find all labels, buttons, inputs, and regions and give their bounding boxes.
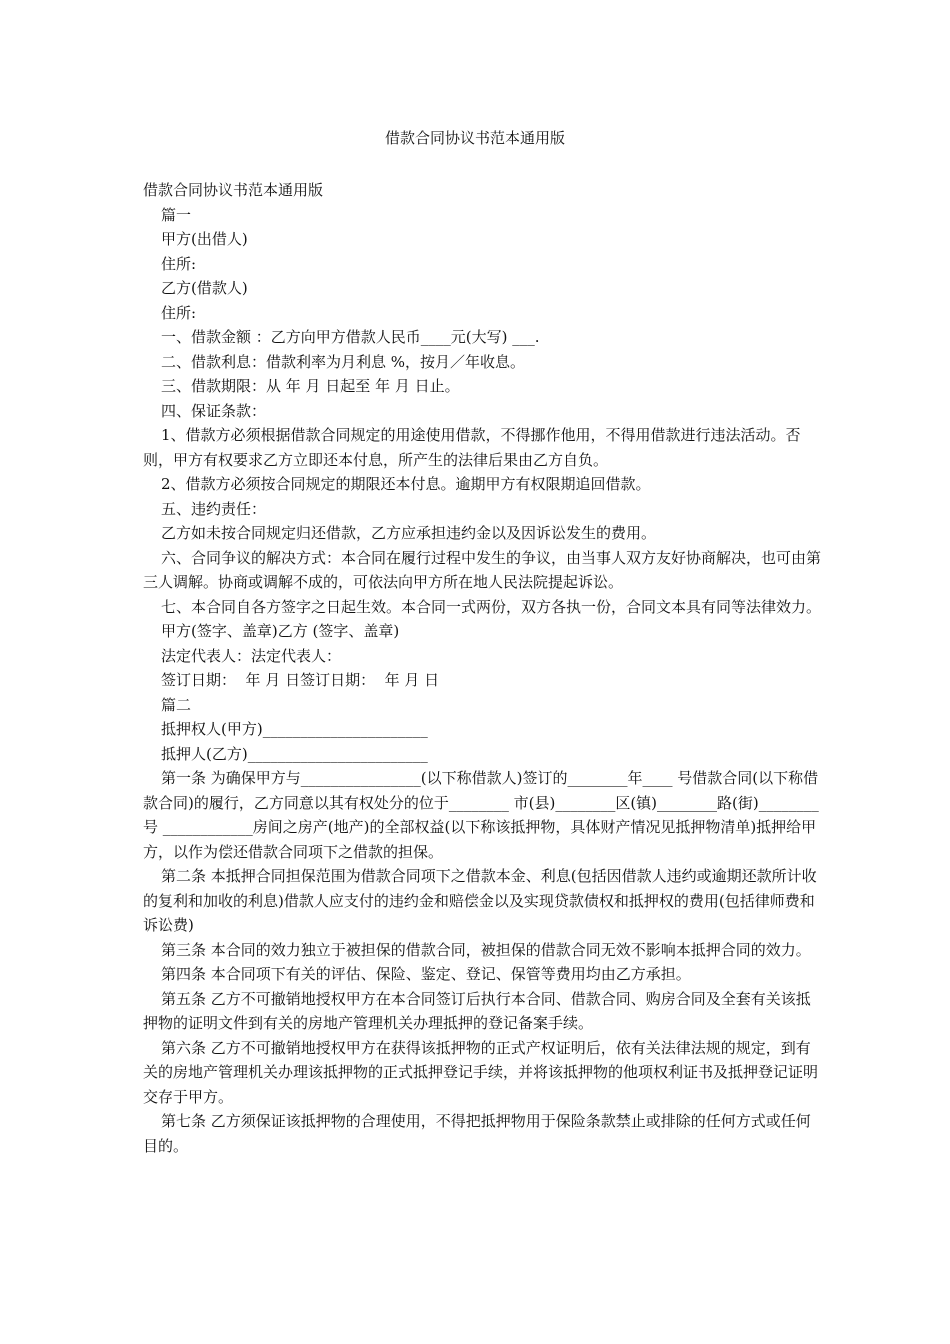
paragraph: 第七条 乙方须保证该抵押物的合理使用，不得把抵押物用于保险条款禁止或排除的任何方式或任何目的。 bbox=[143, 1112, 811, 1155]
paragraph: 四、保证条款： bbox=[161, 401, 267, 420]
paragraph: 七、本合同自各方签字之日起生效。本合同一式两份，双方各执一份，合同文本具有同等法律效力。 bbox=[161, 597, 822, 616]
paragraph: 1、借款方必须根据借款合同规定的用途使用借款，不得挪作他用，不得用借款进行违法活动。否则，甲方有权要求乙方立即还本付息，所产生的法律后果由乙方自负。 bbox=[143, 426, 801, 469]
paragraph: 篇一 bbox=[161, 205, 192, 224]
paragraph: 签订日期： 年 月 日签订日期： 年 月 日 bbox=[161, 671, 440, 689]
paragraph: 第五条 乙方不可撤销地授权甲方在本合同签订后执行本合同、借款合同、购房合同及全套有关该抵押物的证明文件到有关的房地产管理机关办理抵押的登记备案手续。 bbox=[143, 989, 811, 1032]
paragraph: 抵押权人(甲方)______________________ bbox=[161, 720, 428, 738]
paragraph: 第二条 本抵押合同担保范围为借款合同项下之借款本金、利息(包括因借款人违约或逾期还款所计收的复利和加收的利息)借款人应支付的违约金和赔偿金以及实现贷款债权和抵押权的费用(包括律师费和诉讼费) bbox=[143, 867, 817, 934]
paragraph: 第四条 本合同项下有关的评估、保险、鉴定、登记、保管等费用均由乙方承担。 bbox=[161, 965, 691, 983]
paragraph: 二、借款利息：借款利率为月利息 %，按月／年收息。 bbox=[161, 352, 526, 371]
paragraph: 甲方(签字、盖章)乙方 (签字、盖章) bbox=[161, 622, 400, 640]
paragraph: 住所: bbox=[161, 254, 197, 273]
paragraph: 第三条 本合同的效力独立于被担保的借款合同，被担保的借款合同无效不影响本抵押合同的效力。 bbox=[161, 940, 811, 959]
paragraph: 六、合同争议的解决方式：本合同在履行过程中发生的争议，由当事人双方友好协商解决，也可由第三人调解。协商或调解不成的，可依法向甲方所在地人民法院提起诉讼。 bbox=[143, 548, 822, 591]
paragraph: 乙方如未按合同规定归还借款，乙方应承担违约金以及因诉讼发生的费用。 bbox=[161, 524, 657, 542]
paragraph: 五、违约责任： bbox=[161, 499, 267, 518]
paragraph: 篇二 bbox=[161, 695, 192, 714]
document-title: 借款合同协议书范本通用版 bbox=[384, 129, 565, 147]
paragraph: 住所: bbox=[161, 303, 197, 322]
paragraph: 2、借款方必须按合同规定的期限还本付息。逾期甲方有权限期追回借款。 bbox=[161, 475, 651, 493]
paragraph: 三、借款期限：从 年 月 日起至 年 月 日止。 bbox=[161, 377, 460, 395]
paragraph: 法定代表人：法定代表人： bbox=[161, 646, 342, 665]
paragraph: 借款合同协议书范本通用版 bbox=[143, 181, 324, 199]
paragraph: 第一条 为确保甲方与________________(以下称借款人)签订的________年____ 号借款合同(以下称借款合同)的履行，乙方同意以其有权处分的位于________ 市(县)________区(镇)________路(街)________号 ____________房间之房产(地产)的全部权益(以下称该抵押物，具体财产情况见抵押物清单)抵押给甲方，以作为偿还借款合同项下之借款的担保。 bbox=[143, 769, 819, 861]
paragraph: 第六条 乙方不可撤销地授权甲方在获得该抵押物的正式产权证明后，依有关法律法规的规定，到有关的房地产管理机关办理该抵押物的正式抵押登记手续，并将该抵押物的他项权利证书及抵押登记证明交存于甲方。 bbox=[143, 1038, 819, 1106]
document-body bbox=[143, 178, 823, 1158]
paragraph: 一、借款金额 ：乙方向甲方借款人民币____元(大写) ___. bbox=[161, 328, 540, 346]
paragraph: 甲方(出借人) bbox=[161, 230, 248, 248]
paragraph: 抵押人(乙方)________________________ bbox=[161, 744, 428, 763]
paragraph: 乙方(借款人) bbox=[161, 279, 248, 297]
